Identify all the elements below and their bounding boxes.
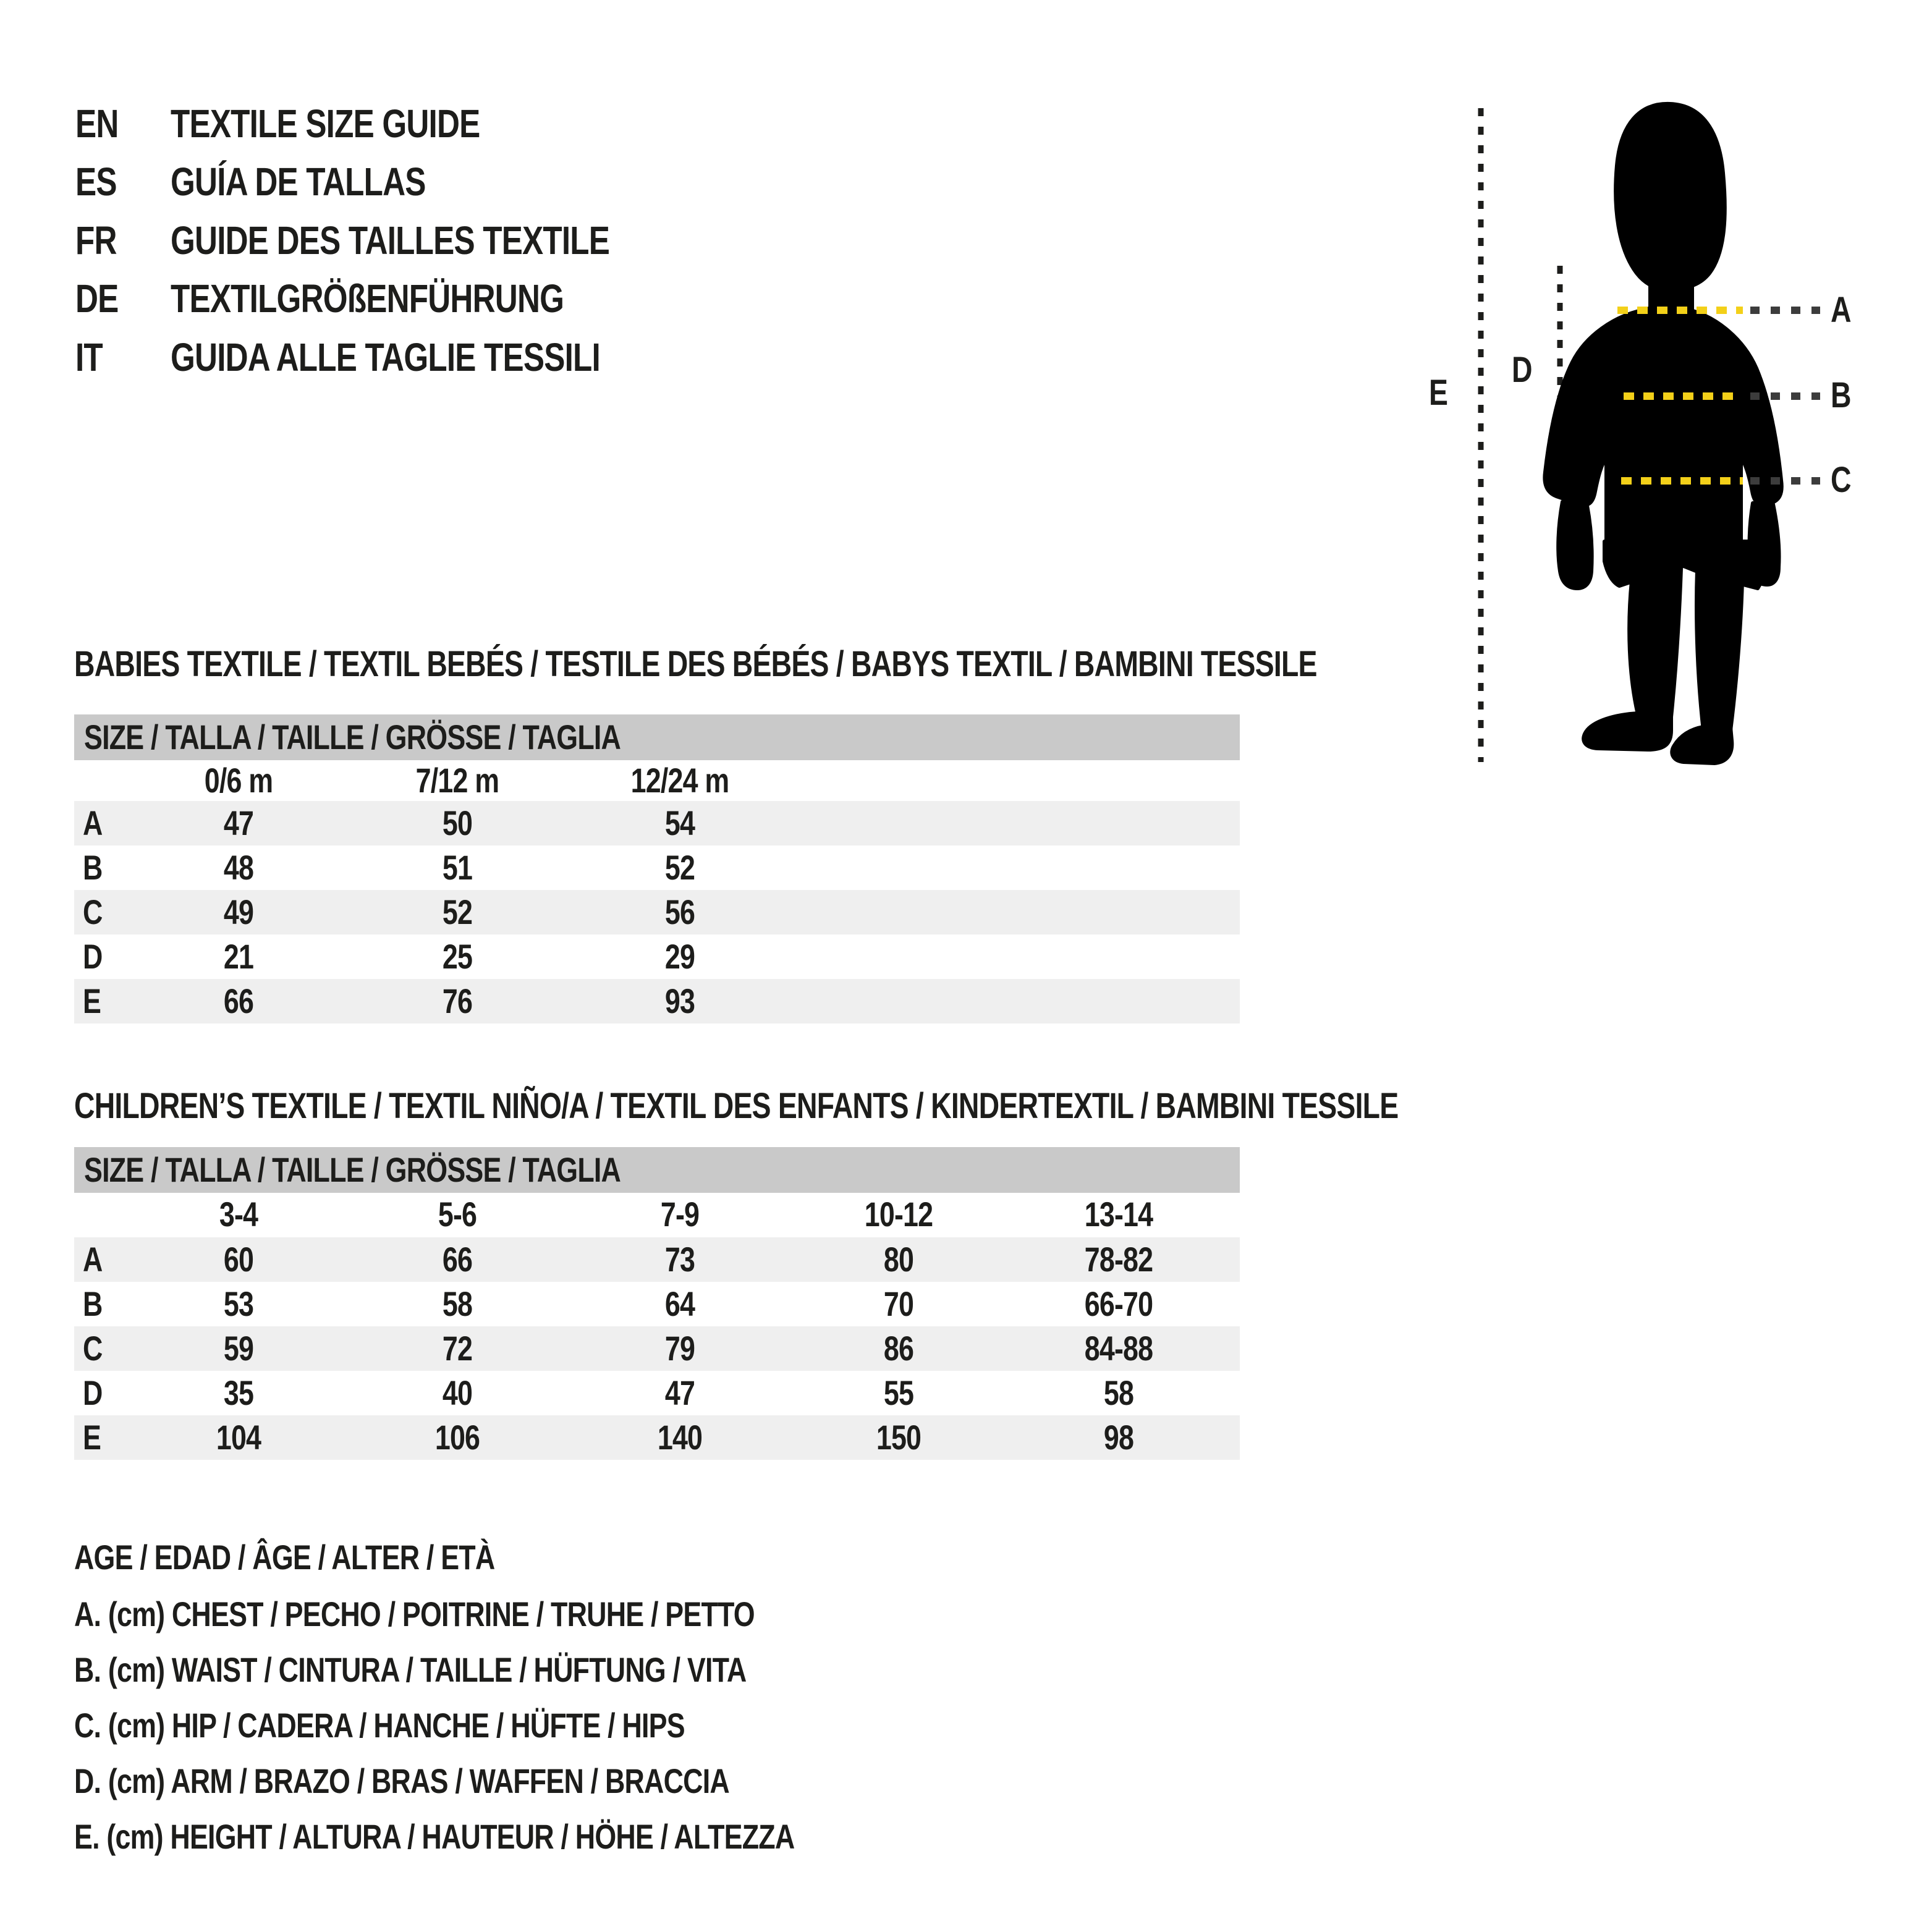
cell: 40 [442,1373,473,1412]
measure-label-d: D [1512,350,1532,390]
silhouette-left-arm [1558,502,1591,588]
cell: 150 [876,1418,922,1457]
babies-col-1: 7/12 m [415,761,499,800]
cell: 60 [223,1240,254,1279]
babies-col-2: 12/24 m [630,761,729,800]
children-column-header-row [74,1193,1240,1236]
legend-age-line: AGE / EDAD / ÂGE / ALTER / ETÀ [74,1538,495,1577]
children-row-b [74,1282,1240,1326]
cell: 72 [442,1329,473,1368]
row-label: E [83,1418,101,1457]
cell: 70 [883,1284,914,1323]
cell: 140 [657,1418,703,1457]
cell: 58 [1103,1373,1134,1412]
language-row-en [75,95,941,153]
cell: 73 [664,1240,695,1279]
guide-title-en: TEXTILE SIZE GUIDE [171,101,480,146]
cell: 98 [1103,1418,1134,1457]
silhouette-left-foot [1583,713,1671,750]
cell: 21 [223,937,254,976]
cell: 59 [223,1329,254,1368]
children-row-c [74,1326,1240,1371]
guide-title-es: GUÍA DE TALLAS [171,159,426,204]
cell: 80 [883,1240,914,1279]
children-size-header-bar: SIZE / TALLA / TAILLE / GRÖSSE / TAGLIA [74,1147,1240,1193]
cell: 64 [664,1284,695,1323]
language-code: EN [75,101,119,146]
guide-title-fr: GUIDE DES TAILLES TEXTILE [171,218,610,263]
silhouette-right-foot [1672,727,1732,763]
children-col-0: 3-4 [219,1195,258,1234]
measure-label-b: B [1831,375,1851,415]
row-label: C [83,1329,103,1368]
row-label: B [83,848,103,887]
guide-title-de: TEXTILGRÖßENFÜHRUNG [171,276,564,321]
cell: 66 [223,981,254,1020]
row-label: A [83,803,103,842]
language-row-fr [75,211,941,269]
cell: 47 [664,1373,695,1412]
cell: 52 [664,848,695,887]
cell: 49 [223,892,254,931]
cell: 79 [664,1329,695,1368]
measure-label-e: E [1429,373,1448,413]
measure-label-c: C [1831,460,1851,500]
row-label: C [83,892,103,931]
cell: 86 [883,1329,914,1368]
babies-section-title: BABIES TEXTILE / TEXTIL BEBÉS / TESTILE DES BÉBÉS / BABYS TEXTIL / BAMBINI TESSILE [74,644,1317,684]
babies-row-b [74,845,1240,890]
cell: 52 [442,892,473,931]
children-col-2: 7-9 [660,1195,700,1234]
babies-column-header-row [74,759,1240,802]
guide-title-it: GUIDA ALLE TAGLIE TESSILI [171,335,600,379]
silhouette-left-leg [1629,569,1681,717]
legend-height-line: E. (cm) HEIGHT / ALTURA / HAUTEUR / HÖHE / ALTEZZA [74,1817,795,1856]
cell: 55 [883,1373,914,1412]
row-label: A [83,1240,103,1279]
language-row-de [75,269,941,328]
children-section-title: CHILDREN’S TEXTILE / TEXTIL NIÑO/A / TEXTIL DES ENFANTS / KINDERTEXTIL / BAMBINI TESSILE [74,1086,1399,1126]
legend-arm-line: D. (cm) ARM / BRAZO / BRAS / WAFFEN / BRACCIA [74,1761,729,1800]
cell: 35 [223,1373,254,1412]
cell: 51 [442,848,473,887]
cell: 50 [442,803,473,842]
row-label: E [83,981,101,1020]
cell: 53 [223,1284,254,1323]
language-code: FR [75,218,117,263]
language-row-it [75,328,941,386]
babies-size-header-bar: SIZE / TALLA / TAILLE / GRÖSSE / TAGLIA [74,714,1240,760]
cell: 29 [664,937,695,976]
silhouette-right-leg [1697,570,1742,731]
cell: 93 [664,981,695,1020]
children-col-1: 5-6 [438,1195,477,1234]
legend-waist-line: B. (cm) WAIST / CINTURA / TAILLE / HÜFTUNG / VITA [74,1650,747,1689]
language-code: IT [75,335,103,379]
language-code: DE [75,276,119,321]
cell: 66-70 [1084,1284,1153,1323]
children-row-a [74,1237,1240,1282]
cell: 54 [664,803,695,842]
cell: 56 [664,892,695,931]
cell: 76 [442,981,473,1020]
babies-row-d [74,934,1240,979]
children-col-3: 10-12 [864,1195,933,1234]
cell: 48 [223,848,254,887]
cell: 104 [216,1418,261,1457]
cell: 106 [434,1418,480,1457]
children-col-4: 13-14 [1084,1195,1153,1234]
cell: 58 [442,1284,473,1323]
measure-label-a: A [1831,290,1851,330]
cell: 78-82 [1084,1240,1153,1279]
children-row-e [74,1415,1240,1460]
silhouette-head [1616,104,1725,289]
babies-row-e [74,979,1240,1023]
cell: 47 [223,803,254,842]
babies-row-c [74,890,1240,934]
legend-chest-line: A. (cm) CHEST / PECHO / POITRINE / TRUHE / PETTO [74,1595,755,1633]
cell: 84-88 [1084,1329,1153,1368]
row-label: D [83,1373,103,1412]
language-row-es [75,153,941,211]
cell: 66 [442,1240,473,1279]
cell: 25 [442,937,473,976]
babies-row-a [74,801,1240,845]
row-label: B [83,1284,103,1323]
babies-col-0: 0/6 m [204,761,273,800]
row-label: D [83,937,103,976]
children-row-d [74,1371,1240,1415]
legend-hip-line: C. (cm) HIP / CADERA / HANCHE / HÜFTE / HIPS [74,1706,685,1745]
language-code: ES [75,159,117,204]
